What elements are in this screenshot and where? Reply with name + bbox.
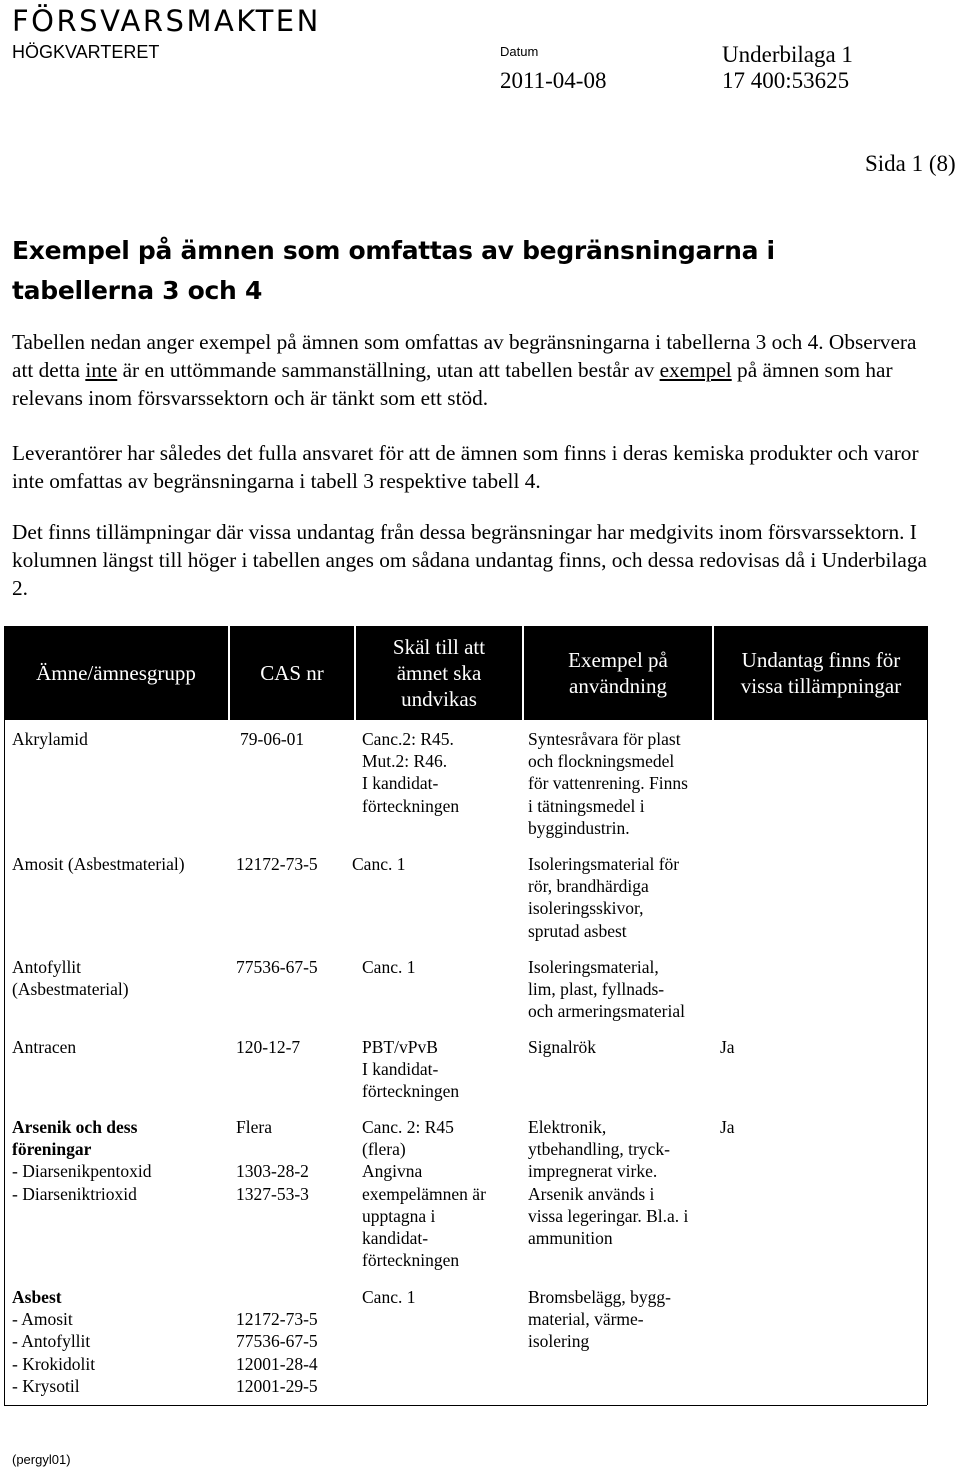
cell-usage [528,1286,671,1353]
cell-line: Signalrök [528,1037,597,1057]
cell-line: - Diarseniktrioxid [12,1183,137,1204]
cell-usage [528,956,685,1023]
cell-usage [528,1116,688,1249]
col-header-substance [4,626,228,720]
cell-line: byggindustrin. [528,817,630,838]
cell-line: Antofyllit [12,957,82,977]
cell-reason [362,1116,486,1271]
document-type: Underbilaga 1 [722,42,853,67]
cell-line: (Asbestmaterial) [12,979,129,1000]
cell-line: Ja [720,1117,735,1137]
col-header-exemption [714,626,928,720]
page-title [12,231,942,311]
cell-line: Antracen [12,1037,77,1057]
col-header-cas-text: CAS nr [260,661,324,685]
cell-substance [12,1116,151,1205]
cell-line: Syntesråvara för plast [528,729,681,749]
cell-line: 77536-67-5 [236,1331,318,1352]
cell-substance [12,728,88,750]
cell-line: lim, plast, fyllnads- [528,979,665,1000]
cell-substance [12,1286,95,1397]
cell-line: Canc. 1 [362,957,416,977]
intro-paragraph [12,328,932,412]
cell-line: exempelämnen är [362,1183,486,1204]
col-header-cas [230,626,354,720]
intro-text-c: på ämnen som har relevans inom försvarssektorn och är tänkt som ett stöd. [12,358,893,410]
cell-line: - Diarsenikpentoxid [12,1161,152,1182]
col-header-reason [356,626,522,720]
cell-line: I kandidat- [362,773,439,794]
cell-line: 120-12-7 [236,1037,301,1057]
cell-line: vissa legeringar. Bl.a. i [528,1205,689,1226]
cell-line: (flera) [362,1139,406,1160]
title-line-1: Exempel på ämnen som omfattas av begränsningarna i [12,236,775,265]
cell-line: Ja [720,1037,735,1057]
cell-cas [240,728,304,750]
cell-line: rör, brandhärdiga [528,876,649,897]
cell-exemption [720,1116,735,1138]
cell-line: upptagna i [362,1205,436,1226]
cell-line: Isoleringsmaterial, [528,957,659,977]
cell-line: Canc. 1 [352,854,406,874]
cell-reason [362,728,459,817]
intro-underline-inte: inte [85,358,118,382]
col-header-usage-text: Exempel på användning [568,648,668,698]
cell-exemption [720,1036,735,1058]
cell-line: 1303-28-2 [236,1161,309,1182]
cell-line: Arsenik och dess [12,1117,138,1137]
cell-line: 77536-67-5 [236,957,318,977]
cell-line: Bromsbelägg, bygg- [528,1287,671,1307]
intro-underline-exempel: exempel [659,358,732,382]
cell-line: 1327-53-3 [236,1183,309,1204]
document-date: 2011-04-08 [500,68,607,93]
col-header-reason-text: Skäl till att ämnet ska undvikas [392,635,486,711]
organization-unit: HÖGKVARTERET [12,42,160,62]
intro-text-b: är en uttömmande sammanställning, utan att tabellen består av [117,358,660,382]
date-label: Datum [500,44,539,59]
cell-substance [12,956,129,1000]
cell-line: isolering [528,1331,590,1352]
cell-cas [236,956,318,978]
cell-line: I kandidat- [362,1059,439,1080]
cell-line: i tätningsmedel i [528,795,645,816]
document-reference: 17 400:53625 [722,68,850,93]
cell-line: impregnerat virke. [528,1161,658,1182]
intro-text-a: Tabellen nedan anger exempel på ämnen som omfattas av begränsningarna i tabellerna 3 och 4. Observera att detta [12,330,917,382]
cell-line: kandidat- [362,1228,429,1249]
cell-line: 79-06-01 [240,729,305,749]
table-border-right [927,720,928,1405]
cell-line: 12001-29-5 [236,1375,318,1396]
cell-line: Asbest [12,1287,62,1307]
cell-line: - Krysotil [12,1375,80,1396]
cell-line: Amosit (Asbestmaterial) [12,854,185,874]
cell-line: Canc. 1 [362,1287,416,1307]
organization-name: FÖRSVARSMAKTEN [12,4,321,38]
title-line-2: tabellerna 3 och 4 [12,276,263,305]
responsibility-paragraph: Leverantörer har således det fulla ansvaret för att de ämnen som finns i deras kemiska produkter och varor inte omfattas av begränsningarna i tabell 3 respektive tabell 4. [12,441,919,493]
col-header-usage [524,626,712,720]
cell-line: förteckningen [362,795,460,816]
cell-line: isoleringsskivor, [528,898,644,919]
cell-line: - Krokidolit [12,1353,96,1374]
page-number: Sida 1 (8) [865,151,956,176]
cell-cas [236,1036,300,1058]
cell-line: och armeringsmaterial [528,1001,685,1022]
cell-line: Isoleringsmaterial för [528,854,680,874]
cell-reason [362,1286,415,1308]
cell-reason [362,1036,459,1103]
cell-line [236,1138,309,1160]
cell-cas [236,1116,309,1205]
cell-line: Akrylamid [12,729,88,749]
cell-line: - Antofyllit [12,1331,91,1352]
cell-line: och flockningsmedel [528,751,675,772]
cell-line: Mut.2: R46. [362,751,448,772]
cell-line: för vattenrening. Finns [528,773,688,794]
cell-line: Angivna [362,1161,423,1182]
cell-line: Flera [236,1117,272,1137]
col-header-exemption-text: Undantag finns för vissa tillämpningar [740,648,902,698]
cell-usage [528,1036,596,1058]
exemption-paragraph: Det finns tillämpningar där vissa undantag från dessa begränsningar har medgivits inom försvarssektorn. I kolumnen längst till höger i tabellen anges om sådana undantag finns, och dessa redovisas då i Underbilaga 2. [12,520,927,600]
cell-line: förteckningen [362,1081,460,1102]
cell-reason [352,853,405,875]
cell-line: ytbehandling, tryck- [528,1139,670,1160]
cell-line [236,1286,318,1308]
cell-line: Arsenik används i [528,1183,655,1204]
table-border-bottom [4,1405,927,1406]
cell-line: PBT/vPvB [362,1037,438,1057]
cell-cas [236,1286,318,1397]
cell-line: Elektronik, [528,1117,607,1137]
cell-line: sprutad asbest [528,920,627,941]
cell-line: - Amosit [12,1309,73,1330]
cell-line: ammunition [528,1228,613,1249]
cell-line: material, värme- [528,1309,644,1330]
cell-line: förteckningen [362,1250,460,1271]
table-border-left [4,720,5,1405]
cell-line: föreningar [12,1139,92,1160]
cell-cas [236,853,318,875]
cell-line: Canc. 2: R45 [362,1117,454,1137]
footer-code: (pergyl01) [12,1452,71,1467]
col-header-substance-text: Ämne/ämnesgrupp [36,661,196,685]
cell-line: 12172-73-5 [236,854,318,874]
cell-usage [528,853,679,942]
cell-substance [12,853,185,875]
cell-line: Canc.2: R45. [362,729,454,749]
cell-usage [528,728,688,839]
cell-line: 12172-73-5 [236,1309,318,1330]
cell-reason [362,956,415,978]
cell-line: 12001-28-4 [236,1353,318,1374]
cell-substance [12,1036,76,1058]
